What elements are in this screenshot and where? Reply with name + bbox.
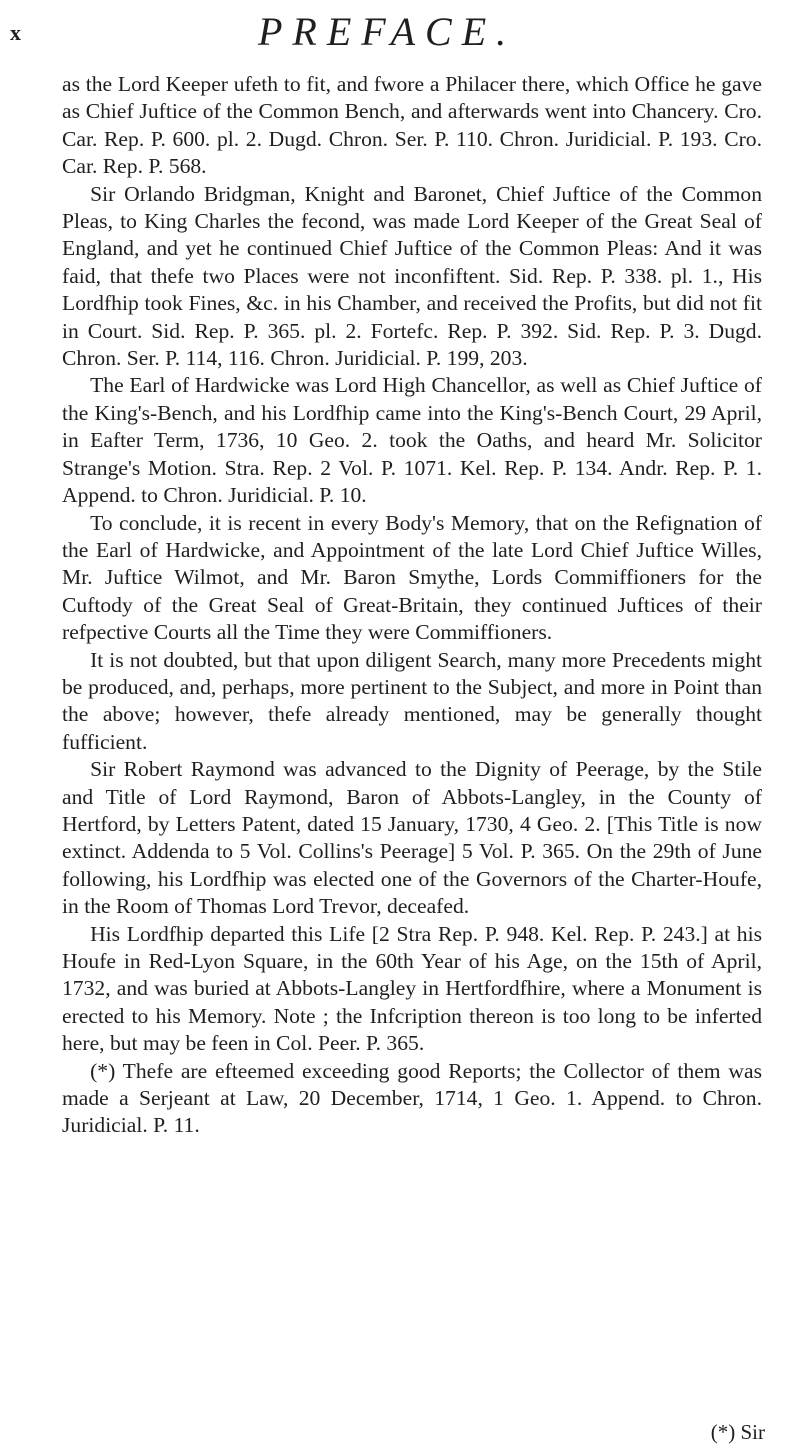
body-text <box>62 71 762 1140</box>
running-head <box>10 8 771 56</box>
running-title: PREFACE. <box>258 9 517 54</box>
paragraph-continuation: as the Lord Keeper ufeth to fit, and fwore a Philacer there, which Office he gave as Chief Juftice of the Common Bench, and afterwards went into Chancery. Cro. Car. Rep. P. 600. pl. 2. Dugd. Chron. Ser. P. 110. Chron. Juridicial. P. 193. Cro. Car. Rep. P. 568. <box>62 72 762 179</box>
paragraph-raymond-death: His Lordfhip departed this Life [2 Stra Rep. P. 948. Kel. Rep. P. 243.] at his Houfe in Red-Lyon Square, in the 60th Year of his Age, on the 15th of April, 1732, and was buried at Abbots-Langley in Hertfordfhire, where a Monument is erected to his Memory. Note ; the Infcription thereon is too long to be inferted here, but may be feen in Col. Peer. P. 365. <box>62 921 762 1056</box>
page-number: x <box>10 20 21 45</box>
paragraph-hardwicke: The Earl of Hardwicke was Lord High Chancellor, as well as Chief Juftice of the King's-Bench, and his Lordfhip came into the King's-Bench Court, 29 April, in Eafter Term, 1736, 10 Geo. 2. took the Oaths, and heard Mr. Solicitor Strange's Motion. Stra. Rep. 2 Vol. P. 1071. Kel. Rep. P. 134. Andr. Rep. P. 1. Append. to Chron. Juridicial. P. 10. <box>62 373 762 508</box>
paragraph-raymond-peerage: Sir Robert Raymond was advanced to the Dignity of Peerage, by the Stile and Title of Lord Raymond, Baron of Abbots-Langley, in the County of Hertford, by Letters Patent, dated 15 January, 1730, 4 Geo. 2. [This Title is now extinct. Addenda to 5 Vol. Collins's Peerage] 5 Vol. P. 365. On the 29th of June following, his Lordfhip was elected one of the Governors of the Charter-Houfe, in the Room of Thomas Lord Trevor, deceafed. <box>62 757 762 919</box>
paragraph-precedents: It is not doubted, but that upon diligent Search, many more Precedents might be produced, and, perhaps, more pertinent to the Subject, and more in Point than the above; however, thefe already mentioned, may be generally thought fufficient. <box>62 647 762 754</box>
paragraph-conclusion: To conclude, it is recent in every Body's Memory, that on the Refignation of the Earl of Hardwicke, and Appointment of the late Lord Chief Juftice Willes, Mr. Juftice Wilmot, and Mr. Baron Smythe, Lords Commiffioners for the Cuftody of the Great Seal of Great-Britain, they continued Juftices of their refpective Courts all the Time they were Commiffioners. <box>62 510 762 645</box>
footnote: (*) Thefe are efteemed exceeding good Reports; the Collector of them was made a Serjeant at Law, 20 December, 1714, 1 Geo. 1. Append. to Chron. Juridicial. P. 11. <box>62 1058 762 1138</box>
catchword: (*) Sir <box>710 1420 765 1444</box>
paragraph-bridgman: Sir Orlando Bridgman, Knight and Baronet, Chief Juftice of the Common Pleas, to King Charles the fecond, was made Lord Keeper of the Great Seal of England, and yet he continued Chief Juftice of the Common Pleas: And it was faid, that thefe two Places were not inconfiftent. Sid. Rep. P. 338. pl. 1., His Lordfhip took Fines, &c. in his Chamber, and received the Profits, but did not fit in Court. Sid. Rep. P. 365. pl. 2. Fortefc. Rep. P. 392. Sid. Rep. P. 3. Dugd. Chron. Ser. P. 114, 116. Chron. Juridicial. P. 199, 203. <box>62 181 762 371</box>
